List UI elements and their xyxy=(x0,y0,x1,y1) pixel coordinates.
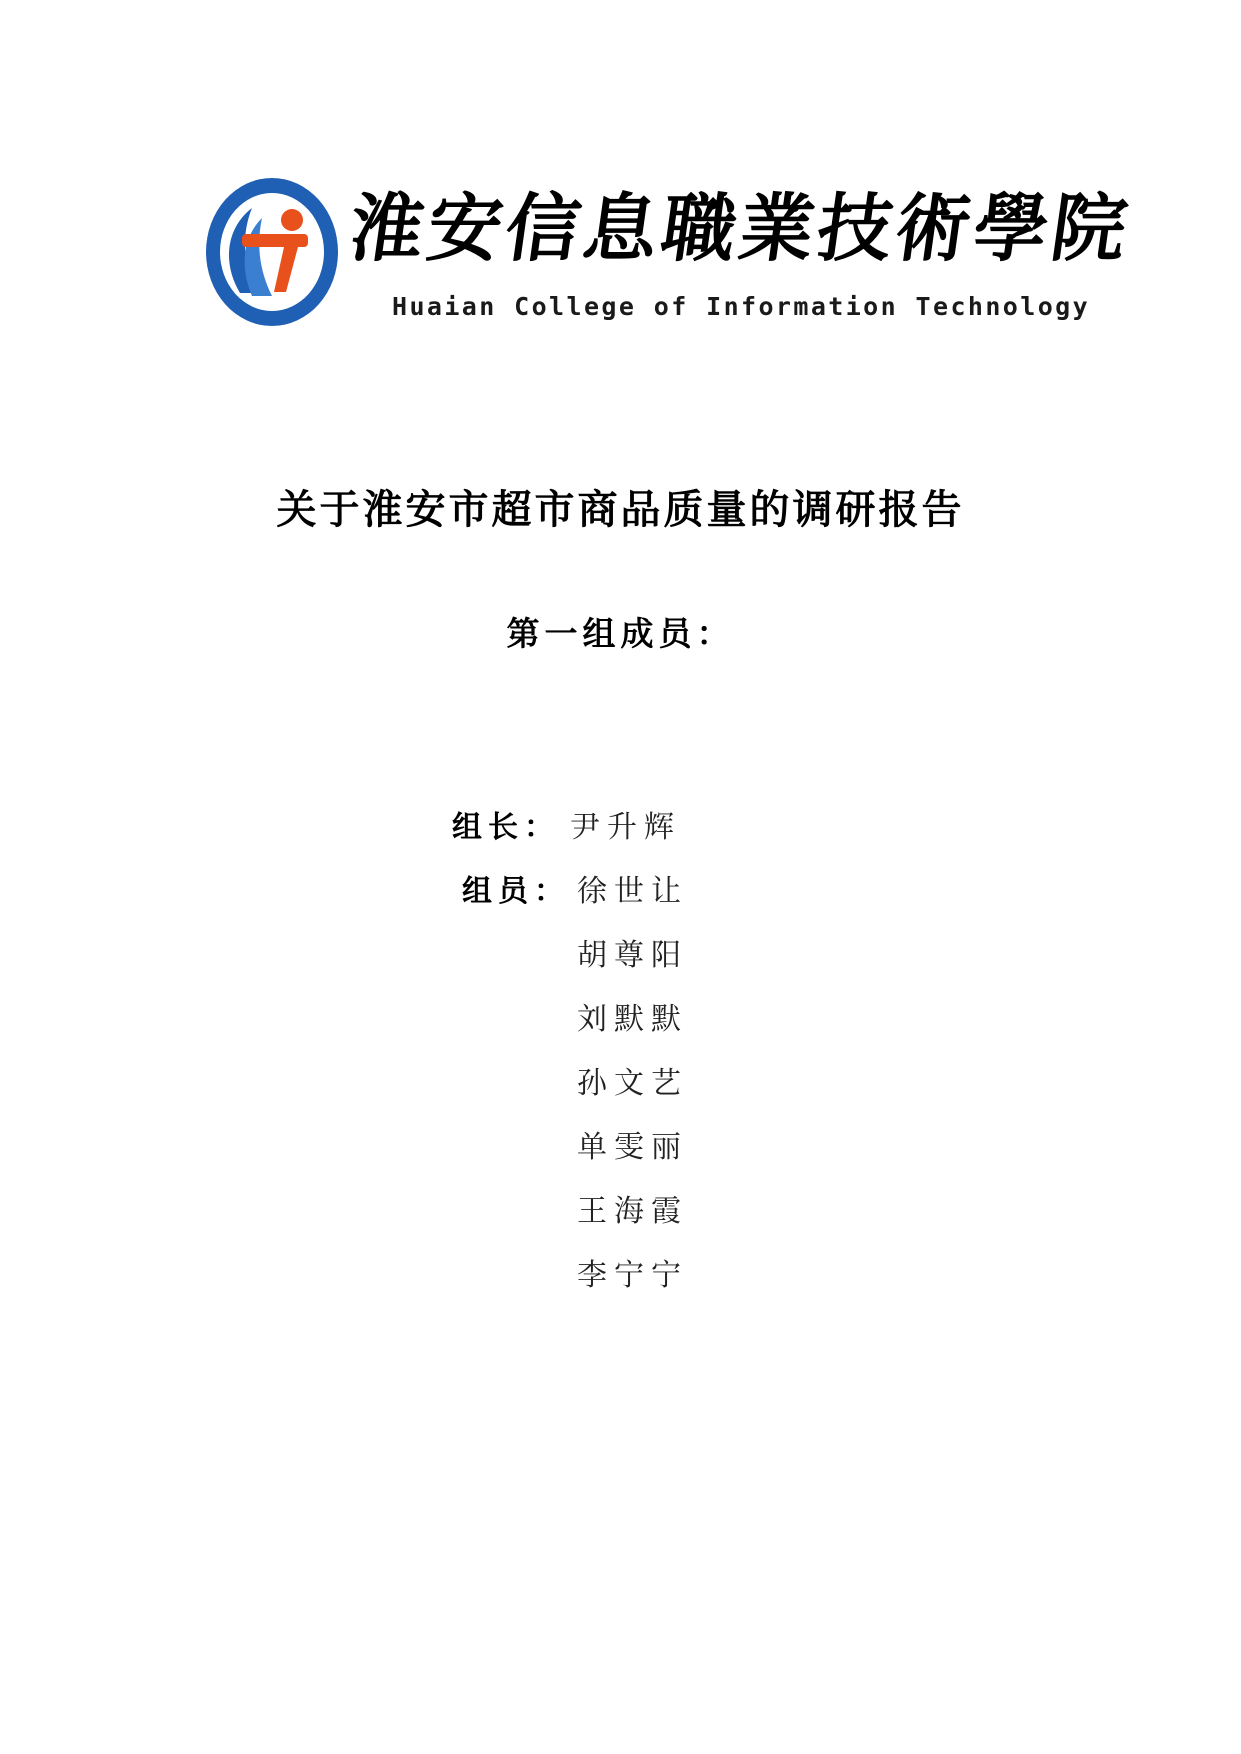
members-label: 组员： xyxy=(462,874,570,909)
member-name: 刘默默 xyxy=(577,1002,688,1037)
member-name: 胡尊阳 xyxy=(577,938,688,973)
member-row xyxy=(452,936,792,1000)
member-name: 李宁宁 xyxy=(577,1258,688,1293)
member-name: 单雯丽 xyxy=(577,1130,688,1165)
college-logo xyxy=(200,168,1137,343)
report-title: 关于淮安市超市商品质量的调研报告 xyxy=(276,487,965,533)
college-emblem-icon xyxy=(200,168,350,338)
member-row xyxy=(452,1000,792,1064)
member-row xyxy=(452,1256,792,1320)
member-row xyxy=(452,1064,792,1128)
member-row xyxy=(452,872,792,936)
leader-label: 组长： xyxy=(452,810,560,845)
leader-row xyxy=(452,808,792,872)
member-row xyxy=(452,1128,792,1192)
group-heading: 第一组成员： xyxy=(506,614,735,653)
member-row xyxy=(452,1192,792,1256)
college-name-chinese: 淮安信息職業技術學院 xyxy=(343,186,1137,272)
member-name: 徐世让 xyxy=(577,874,688,909)
member-name: 王海霞 xyxy=(577,1194,688,1229)
leader-name: 尹升辉 xyxy=(570,810,681,845)
college-name-english: Huaian College of Information Technology xyxy=(392,292,1091,321)
member-name: 孙文艺 xyxy=(577,1066,688,1101)
member-list xyxy=(452,808,792,1320)
